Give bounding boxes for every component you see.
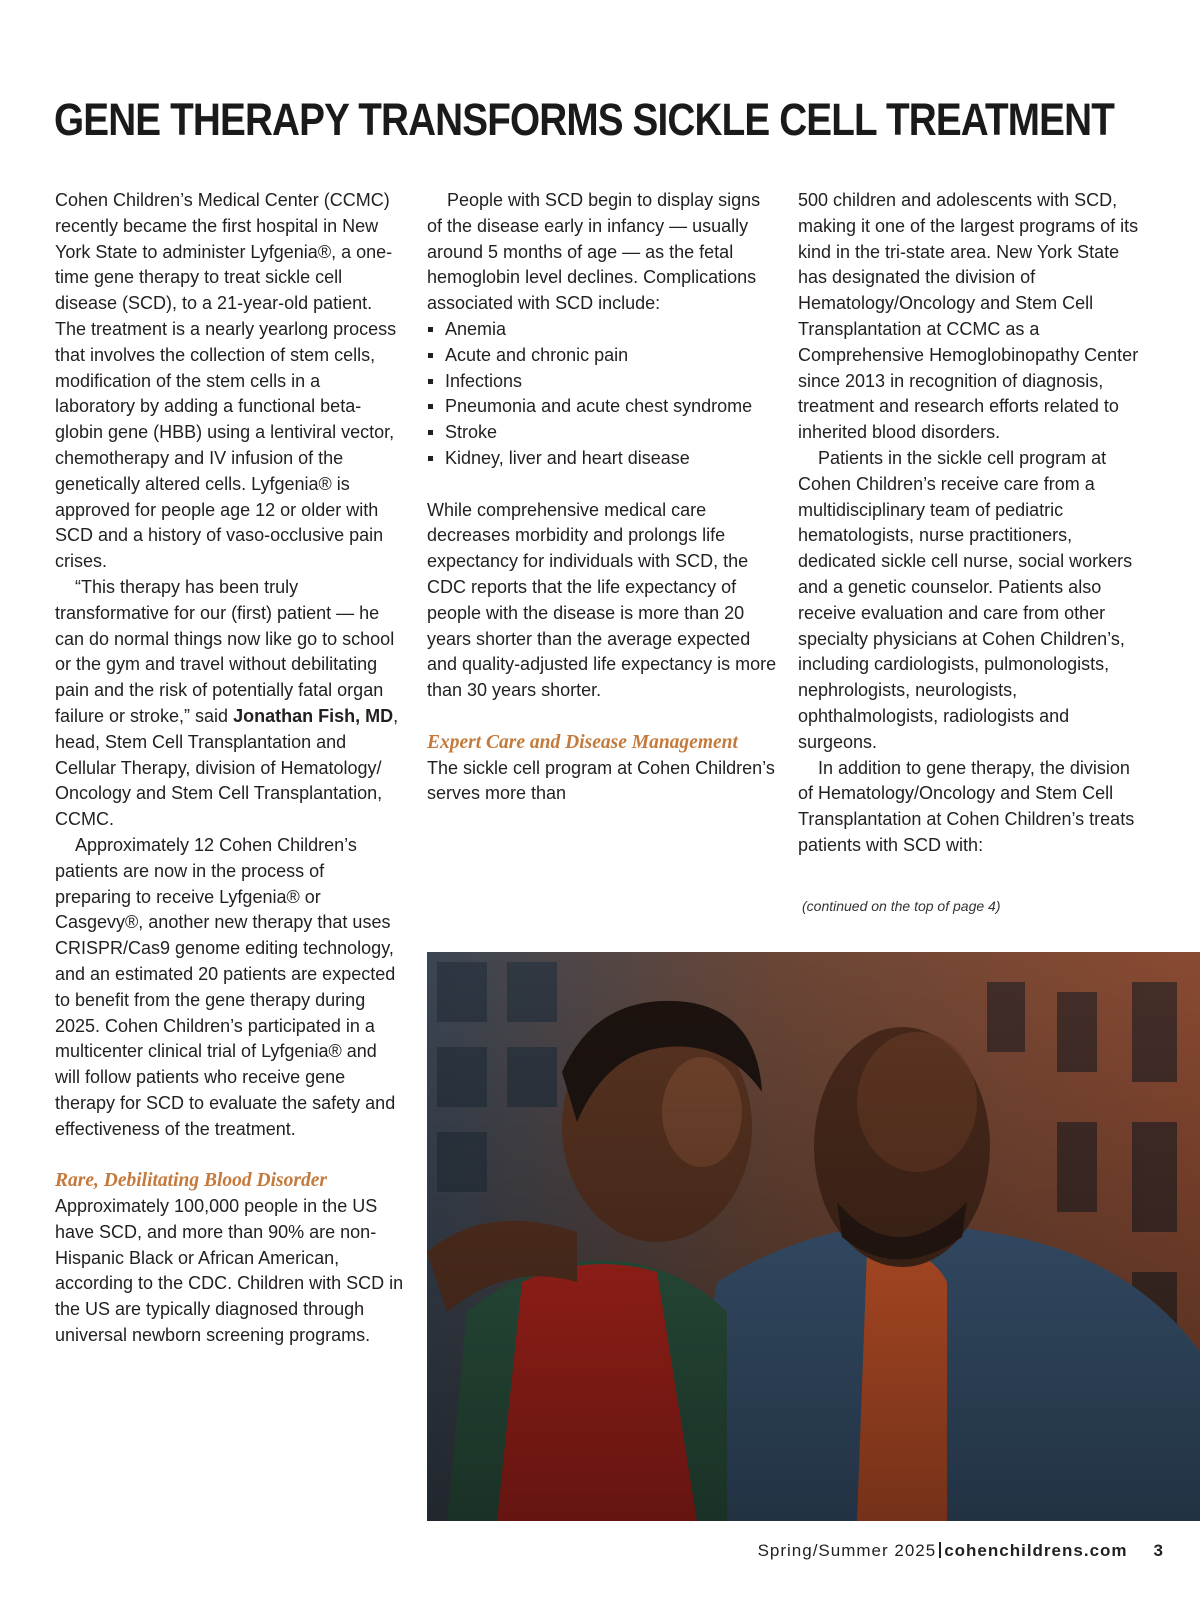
divider (939, 1542, 941, 1558)
symptoms-paragraph: People with SCD begin to display signs of the disease early in infancy — usually around 5 months of age — as the fetal hemoglobin level declines. Complications associated with SCD include: (427, 190, 761, 314)
column-2 (427, 188, 777, 807)
quote-paragraph (55, 575, 405, 833)
photo-illustration (427, 952, 1200, 1521)
page-number: 3 (1153, 1541, 1164, 1560)
patients-paragraph: Approximately 12 Cohen Children’s patients are now in the process of preparing to receive Lyfgenia® or Casgevy®, another new therapy that uses CRISPR/Cas9 genome editing technology, and an estimated 20 patients are expected to benefit from the gene therapy during 2025. Cohen Children’s participated in a multicenter clinical trial of Lyfgenia® and will follow patients who receive gene therapy for SCD to evaluate the safety and effectiveness of the treatment. (55, 834, 396, 1139)
program-paragraph: The sickle cell program at Cohen Children’s serves more than (427, 757, 775, 804)
quote-attribution: , head, Stem Cell Transplantation and Cellular Therapy, division of Hematology/ Oncology and Stem Cell Transplantation, CCMC. (55, 705, 399, 830)
website-label: cohenchildrens.com (944, 1541, 1128, 1560)
life-expectancy-paragraph: While comprehensive medical care decreases morbidity and prolongs life expectancy for individuals with SCD, the CDC reports that the life expectancy of people with the disease is more than 20 years shorter than the average expected and quality-adjusted life expectancy is more than 30 years shorter. (427, 499, 777, 701)
subhead-expert-care: Expert Care and Disease Management (427, 731, 738, 753)
issue-label: Spring/Summer 2025 (757, 1541, 937, 1560)
continued-note: (continued on the top of page 4) (802, 898, 1001, 914)
article-photo (427, 952, 1200, 1521)
treatment-paragraph: In addition to gene therapy, the division of Hematology/Oncology and Stem Cell Transplantation at Cohen Children’s treats patients with SCD with: (798, 757, 1135, 855)
prevalence-paragraph: Approximately 100,000 people in the US have SCD, and more than 90% are non-Hispanic Black or African American, according to the CDC. Children with SCD in the US are typically diagnosed through universal newborn screening programs. (55, 1196, 404, 1346)
page-footer (758, 1541, 1164, 1561)
list-item: Anemia (427, 317, 777, 343)
list-item: Kidney, liver and heart disease (427, 446, 777, 472)
program-continued-paragraph: 500 children and adolescents with SCD, making it one of the largest programs of its kind in the tri-state area. New York State has designated the division of Hematology/Oncology and Stem Cell Transplantation at CCMC as a Comprehensive Hemoglobinopathy Center since 2013 in recognition of diagnosis, treatment and research efforts related to inherited blood disorders. (798, 190, 1139, 443)
column-3 (798, 188, 1148, 859)
list-item: Acute and chronic pain (427, 343, 777, 369)
complications-list (427, 317, 777, 472)
list-item: Stroke (427, 420, 777, 446)
article-headline: GENE THERAPY TRANSFORMS SICKLE CELL TREATMENT (54, 94, 1115, 145)
column-1 (55, 188, 405, 1349)
quote-text: “This therapy has been truly transformative for our (first) patient — he can do normal things now like go to school or the gym and travel without debilitating pain and the risk of potentially fatal organ failure or stroke,” said (55, 576, 395, 726)
doctor-name: Jonathan Fish, MD (233, 705, 394, 726)
subhead-rare-disorder: Rare, Debilitating Blood Disorder (55, 1170, 327, 1192)
list-item: Infections (427, 369, 777, 395)
care-team-paragraph: Patients in the sickle cell program at Cohen Children’s receive care from a multidisciplinary team of pediatric hematologists, nurse practitioners, dedicated sickle cell nurse, social workers and a genetic counselor. Patients also receive evaluation and care from other specialty physicians at Cohen Children’s, including cardiologists, pulmonologists, nephrologists, neurologists, ophthalmologists, radiologists and surgeons. (798, 447, 1133, 752)
intro-paragraph: Cohen Children’s Medical Center (CCMC) recently became the first hospital in New York State to administer Lyfgenia®, a one-time gene therapy to treat sickle cell disease (SCD), to a 21-year-old patient. The treatment is a nearly yearlong process that involves the collection of stem cells, modification of the stem cells in a laboratory by adding a functional beta-globin gene (HBB) using a lentiviral vector, chemotherapy and IV infusion of the genetically altered cells. Lyfgenia® is approved for people age 12 or older with SCD and a history of vaso-occlusive pain crises. (55, 190, 397, 572)
list-item: Pneumonia and acute chest syndrome (427, 394, 777, 420)
